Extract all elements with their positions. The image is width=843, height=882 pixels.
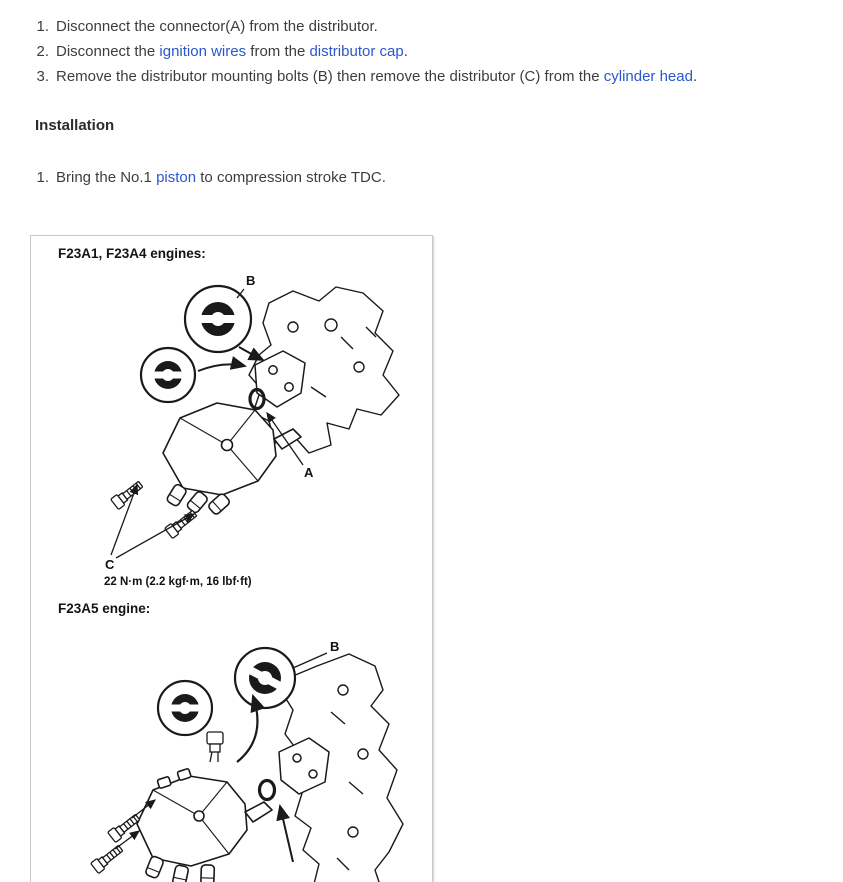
step-number: 1.: [36, 18, 49, 35]
step-text: [56, 39, 408, 64]
step-text-segment: to compression stroke TDC.: [196, 169, 386, 186]
arrow: [280, 806, 293, 862]
arrow: [239, 347, 263, 360]
step-text-segment: from the: [246, 43, 310, 60]
link-piston[interactable]: piston: [156, 169, 197, 186]
step-item: [35, 64, 843, 89]
step-text-segment: Remove the distributor mounting bolts (B) then remove the distributor (C) from the: [56, 68, 604, 85]
o-ring-callout-small: [141, 348, 195, 402]
figure-label-f23a5: F23A5 engine:: [58, 601, 151, 616]
bolt-icon: [165, 508, 199, 539]
step-text-segment: .: [403, 43, 408, 60]
callout-a-label: A: [304, 465, 314, 480]
figure-label-f23a1-f23a4: F23A1, F23A4 engines:: [58, 246, 206, 261]
bolt-icon: [91, 843, 125, 874]
o-ring-callout-small: [158, 681, 212, 735]
leader-line: [116, 514, 194, 558]
step-text: [56, 165, 386, 190]
step-text-segment: Disconnect the: [56, 43, 160, 60]
bolt-icon: [108, 812, 142, 843]
installation-heading: Installation: [35, 117, 115, 134]
o-ring-callout-b: [185, 286, 251, 352]
installation-steps-list: [35, 165, 843, 190]
callout-c-label: C: [105, 557, 115, 572]
bolt-icon: [111, 479, 145, 510]
removal-steps-list: [0, 0, 843, 190]
step-number: 2.: [36, 43, 49, 60]
step-text-segment: Bring the No.1: [56, 169, 157, 186]
step-item: [35, 39, 843, 64]
link-distributor-cap[interactable]: distributor cap: [309, 43, 404, 60]
step-item: [35, 14, 843, 39]
arrow: [198, 364, 245, 371]
link-cylinder-head[interactable]: cylinder head: [603, 68, 693, 85]
callout-b-label: B: [246, 273, 256, 288]
connector-drawing: [207, 732, 223, 762]
callout-b-label: B: [330, 639, 340, 654]
o-ring-callout-b: [235, 648, 295, 708]
link-ignition-wires[interactable]: ignition wires: [159, 43, 247, 60]
step-text: [56, 64, 697, 89]
step-text-segment: .: [692, 68, 698, 85]
step-item: [35, 165, 843, 190]
step-number: 1.: [36, 169, 49, 186]
torque-spec: 22 N·m (2.2 kgf·m, 16 lbf·ft): [104, 576, 252, 588]
step-text-segment: Disconnect the connector(A) from the distributor.: [56, 18, 378, 35]
distributor-drawing: [137, 768, 272, 882]
step-number: 3.: [36, 68, 49, 85]
figure-box: [30, 235, 433, 882]
o-ring: [260, 781, 275, 800]
diagram-f23a5: [31, 632, 431, 882]
step-text: [56, 14, 378, 39]
diagram-f23a1-f23a4: [31, 267, 431, 599]
